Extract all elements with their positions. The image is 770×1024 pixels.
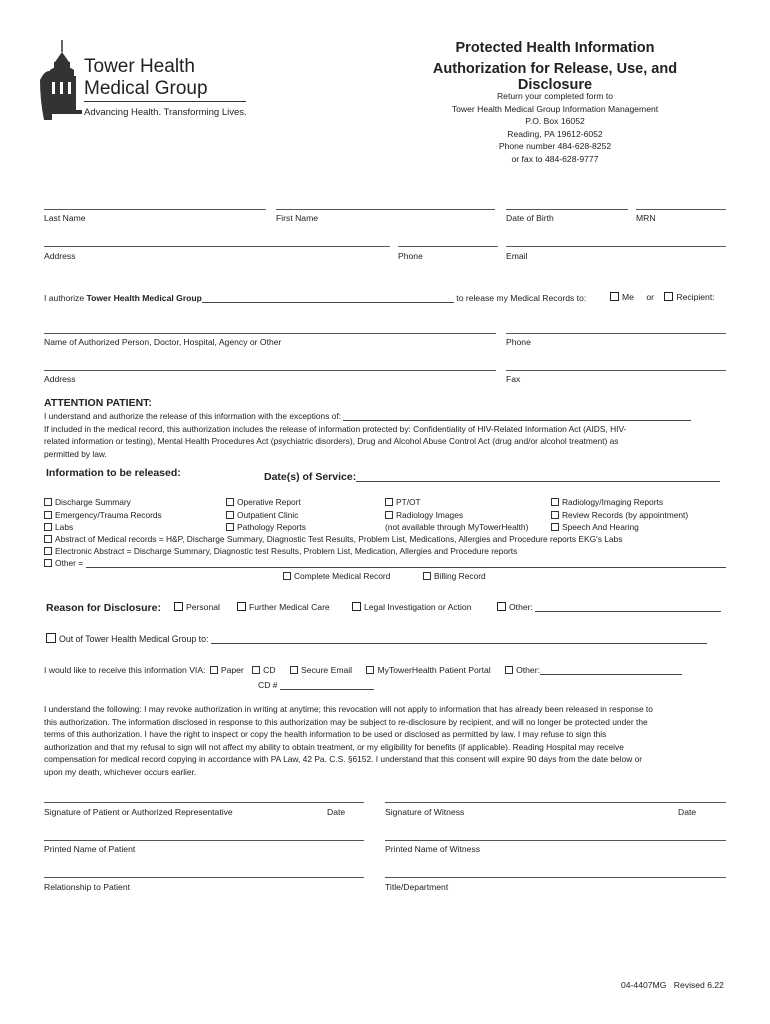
cd-number-label: CD #	[258, 680, 278, 690]
out-of-field[interactable]	[211, 634, 707, 644]
legal-line: terms of this authorization. I have the right to inspect or copy the health information to be used or disclosed as permitted by law. I may refuse to sign this	[44, 729, 607, 739]
release-item-label: Review Records (by appointment)	[562, 509, 689, 520]
release-item	[44, 521, 162, 534]
speech-hearing-checkbox[interactable]	[551, 523, 559, 531]
recipient-fax-field[interactable]	[506, 370, 726, 371]
release-item	[385, 509, 528, 522]
dates-of-service-field[interactable]	[356, 470, 720, 482]
release-item-label: Outpatient Clinic	[237, 509, 299, 520]
via-row	[44, 665, 682, 675]
me-label: Me	[622, 292, 634, 302]
release-item-label: Speech And Hearing	[562, 522, 639, 532]
recipient-phone-label: Phone	[506, 337, 531, 347]
return-to: Return your completed form to	[496, 91, 614, 101]
other-reason-checkbox[interactable]	[497, 602, 506, 611]
return-fax: or fax to 484-628-9777	[511, 153, 599, 164]
release-item	[44, 509, 162, 522]
legal-line: authorization and that my refusal to sign will not affect my ability to obtain treatment, or my eligibility for benefits (if applicable). Reading Hospital may receive	[44, 741, 624, 752]
first-name-label: First Name	[276, 213, 319, 223]
authorize-suffix: to release my Medical Records to:	[453, 293, 587, 303]
authorize-prefix: I authorize	[44, 293, 87, 303]
cd-checkbox[interactable]	[252, 666, 260, 674]
release-item-label: Emergency/Trauma Records	[55, 509, 162, 520]
further-care-checkbox[interactable]	[237, 602, 246, 611]
personal-checkbox[interactable]	[174, 602, 183, 611]
billing-record-label: Billing Record	[434, 571, 486, 581]
attention-text	[44, 410, 734, 460]
legal-line: I understand the following: I may revoke authorization in writing at anytime; this revocation will not apply to information that has already been released in response to	[44, 704, 653, 714]
operative-report-checkbox[interactable]	[226, 498, 234, 506]
other-via-checkbox[interactable]	[505, 666, 513, 674]
phone-field[interactable]	[398, 246, 498, 247]
email-field[interactable]	[506, 246, 726, 247]
authorize-line	[44, 293, 586, 303]
patient-signature-label: Signature of Patient or Authorized Representative	[44, 807, 233, 817]
review-records-checkbox[interactable]	[551, 511, 559, 519]
electronic-row	[44, 546, 517, 556]
relationship-field[interactable]	[44, 877, 364, 878]
release-item	[551, 521, 688, 534]
tower-icon	[40, 40, 82, 120]
pt-ot-checkbox[interactable]	[385, 498, 393, 506]
witness-date-label: Date	[678, 807, 697, 817]
personal-label: Personal	[186, 602, 220, 612]
form-title-line2: Authorization for Release, Use, and Disclosure	[432, 61, 678, 93]
printed-witness-label: Printed Name of Witness	[385, 844, 481, 854]
release-item-label: Labs	[55, 522, 74, 532]
phone-label: Phone	[398, 251, 423, 261]
relationship-label: Relationship to Patient	[44, 882, 130, 892]
attention-title: ATTENTION PATIENT:	[44, 397, 152, 409]
other-via-label: Other:	[516, 665, 540, 675]
other-row	[44, 558, 726, 568]
complete-record-row	[283, 571, 390, 581]
reason-title: Reason for Disclosure:	[46, 602, 161, 614]
title-dept-field[interactable]	[385, 877, 726, 878]
attention-line2: If included in the medical record, this authorization includes the release of information protected by: Confidentiality of HIV-Related Information Act (AIDS, HIV-	[44, 423, 627, 434]
reason-personal	[174, 602, 220, 612]
discharge-summary-checkbox[interactable]	[44, 498, 52, 506]
legal-line: upon my death, whichever occurs earlier.	[44, 766, 197, 777]
reason-other	[497, 602, 721, 612]
release-col1	[44, 496, 162, 534]
other-release-field[interactable]	[86, 558, 726, 568]
recipient-fax-label: Fax	[506, 374, 521, 384]
patient-date-label: Date	[327, 807, 346, 817]
attention-line1-row	[44, 410, 734, 423]
abstract-checkbox[interactable]	[44, 535, 52, 543]
electronic-label: Electronic Abstract = Discharge Summary, Diagnostic test Results, Problem List, Medication, Allergies and Procedure reports	[55, 546, 518, 556]
release-col4	[551, 496, 688, 534]
form-number: 04-4407MG	[621, 980, 667, 990]
billing-record-row	[423, 571, 486, 581]
form-footer	[621, 980, 724, 990]
form-revised: Revised 6.22	[673, 980, 724, 990]
legal-line: compensation for medical record copying in accordance with PA Law, 42 Pa. C.S. §6152. I understand that this consent will expire 90 days from the date below or	[44, 754, 643, 764]
electronic-abstract-checkbox[interactable]	[44, 547, 52, 555]
mrn-field[interactable]	[636, 209, 726, 210]
printed-witness-field[interactable]	[385, 840, 726, 841]
complete-record-checkbox[interactable]	[283, 572, 291, 580]
outpatient-clinic-checkbox[interactable]	[226, 511, 234, 519]
labs-checkbox[interactable]	[44, 523, 52, 531]
printed-patient-label: Printed Name of Patient	[44, 844, 136, 854]
further-care-label: Further Medical Care	[249, 602, 330, 612]
address-label: Address	[44, 251, 76, 261]
or-label: or	[646, 292, 654, 302]
paper-checkbox[interactable]	[210, 666, 218, 674]
release-item	[226, 496, 306, 509]
return-po-box: P.O. Box 16052	[525, 116, 585, 127]
paper-label: Paper	[220, 665, 244, 675]
release-item	[385, 496, 528, 509]
return-city: Reading, PA 19612-6052	[507, 128, 603, 139]
pathology-reports-checkbox[interactable]	[226, 523, 234, 531]
exceptions-field[interactable]	[343, 411, 691, 421]
patient-signature-field[interactable]	[44, 802, 364, 803]
release-item	[226, 521, 306, 534]
complete-record-label: Complete Medical Record	[294, 571, 391, 581]
mrn-label: MRN	[636, 213, 656, 223]
out-of-label: Out of Tower Health Medical Group to:	[59, 634, 209, 644]
recipient-address-label: Address	[44, 374, 76, 384]
abstract-row	[44, 534, 622, 544]
release-item-label: Radiology Images	[396, 509, 464, 520]
address-field[interactable]	[44, 246, 390, 247]
title-dept-label: Title/Department	[385, 882, 449, 892]
form-title-line1: Protected Health Information	[455, 40, 655, 56]
secure-email-label: Secure Email	[300, 665, 353, 675]
release-to-options	[610, 292, 715, 302]
other-reason-label: Other:	[509, 602, 533, 612]
radiology-images-checkbox[interactable]	[385, 511, 393, 519]
other-release-label: Other =	[55, 558, 84, 568]
last-name-label: Last Name	[44, 213, 86, 223]
out-of-checkbox[interactable]	[46, 633, 56, 643]
legal-checkbox[interactable]	[352, 602, 361, 611]
last-name-field[interactable]	[44, 209, 266, 210]
recipient-name-field[interactable]	[44, 333, 496, 334]
me-checkbox[interactable]	[610, 292, 619, 301]
release-col3	[385, 496, 528, 534]
other-release-checkbox[interactable]	[44, 559, 52, 567]
email-label: Email	[506, 251, 528, 261]
abstract-label: Abstract of Medical records = H&P, Discharge Summary, Diagnostic Test Results, Problem List, Medications, Allergies and Procedure reports EKG's Labs	[55, 534, 623, 544]
radiology-imaging-reports-checkbox[interactable]	[551, 498, 559, 506]
via-prefix: I would like to receive this information VIA:	[44, 665, 206, 675]
org-logo	[40, 40, 255, 122]
return-dept: Tower Health Medical Group Information Management	[451, 103, 659, 114]
dates-of-service-title: Date(s) of Service:	[264, 471, 357, 483]
release-item	[551, 496, 688, 509]
other-reason-field[interactable]	[535, 602, 721, 612]
attention-line4: permitted by law.	[44, 448, 107, 459]
recipient-name-label: Name of Authorized Person, Doctor, Hospital, Agency or Other	[44, 337, 282, 347]
release-col2	[226, 496, 306, 534]
org-name-line2: Medical Group	[84, 78, 208, 99]
release-item-label: Pathology Reports	[237, 522, 306, 532]
release-item-label: PT/OT	[396, 497, 421, 507]
attention-line3: related information or testing), Mental Health Procedures Act (psychiatric disorders), Drug and Alcohol Abuse Control Act (drug and/or alcohol treatment) as	[44, 436, 619, 446]
portal-label: MyTowerHealth Patient Portal	[377, 665, 491, 675]
release-item	[226, 509, 306, 522]
release-item	[44, 496, 162, 509]
org-name-line1: Tower Health	[84, 56, 195, 77]
cd-label: CD	[263, 665, 276, 675]
recipient-checkbox[interactable]	[664, 292, 673, 301]
reason-legal	[352, 602, 472, 612]
legal-paragraph	[44, 703, 734, 778]
info-released-title: Information to be released:	[46, 467, 181, 479]
return-phone: Phone number 484-628-8252	[498, 141, 612, 152]
attention-line1: I understand and authorize the release of this information with the exceptions of:	[44, 411, 342, 421]
emergency-trauma-checkbox[interactable]	[44, 511, 52, 519]
first-name-field[interactable]	[276, 209, 495, 210]
reason-further	[237, 602, 330, 612]
dob-label: Date of Birth	[506, 213, 554, 223]
recipient-label: Recipient:	[676, 292, 715, 302]
recipient-address-field[interactable]	[44, 370, 496, 371]
legal-label: Legal Investigation or Action	[364, 602, 472, 612]
release-item-label: Operative Report	[237, 497, 301, 507]
cd-number-field[interactable]	[280, 680, 374, 690]
cd-number-row	[258, 680, 374, 690]
dob-field[interactable]	[506, 209, 628, 210]
authorize-org: Tower Health Medical Group	[86, 293, 202, 303]
logo-rule	[84, 101, 246, 102]
portal-checkbox[interactable]	[366, 666, 374, 674]
dates-of-service-row	[264, 467, 720, 485]
release-item	[551, 509, 688, 522]
recipient-phone-field[interactable]	[506, 333, 726, 334]
witness-signature-field[interactable]	[385, 802, 726, 803]
witness-signature-label: Signature of Witness	[385, 807, 465, 817]
release-item-label: Discharge Summary	[55, 497, 131, 507]
legal-line: this authorization. The information disclosed in response to this authorization may be subject to re-disclosure by recipient, and will no longer be protected under the	[44, 716, 648, 727]
printed-patient-field[interactable]	[44, 840, 364, 841]
org-tagline: Advancing Health. Transforming Lives.	[84, 107, 247, 118]
secure-email-checkbox[interactable]	[290, 666, 298, 674]
other-via-field[interactable]	[540, 665, 682, 675]
release-item-label: Radiology/Imaging Reports	[562, 497, 664, 507]
billing-record-checkbox[interactable]	[423, 572, 431, 580]
release-item-note: (not available through MyTowerHealth)	[385, 522, 529, 532]
authorize-blank[interactable]	[202, 293, 454, 303]
out-of-row	[46, 633, 707, 644]
